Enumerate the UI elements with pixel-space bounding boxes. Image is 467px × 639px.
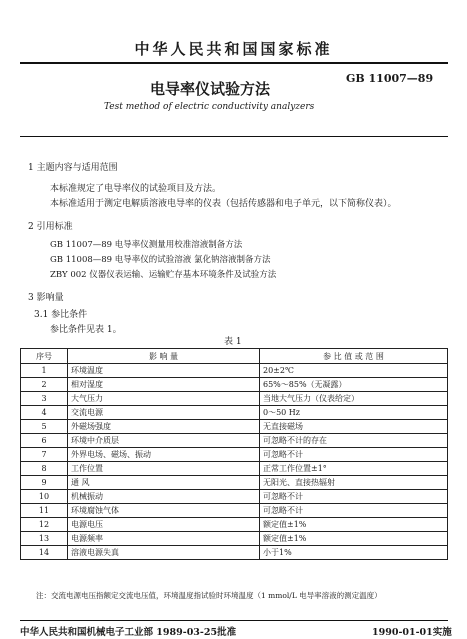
influence-quantity-cell: 溶液电源失真 [68,546,260,560]
influence-quantity-cell: 环境温度 [68,364,260,378]
influence-quantity-cell: 环境腐蚀气体 [68,504,260,518]
section-1-heading: 1 主题内容与适用范围 [28,163,118,173]
influence-quantity-cell: 大气压力 [68,392,260,406]
col-header-quantity: 影 响 量 [68,349,260,364]
reference-value-cell: 可忽略不计 [260,490,448,504]
col-header-no: 序号 [21,349,68,364]
table-row [21,518,448,532]
row-number-cell: 1 [21,364,68,378]
subsection-3-1-heading: 3.1 参比条件 [34,310,88,320]
reference-value-cell: 20±2℃ [260,364,448,378]
reference-value-cell: 可忽略不计的存在 [260,434,448,448]
reference-value-cell: 无直接磁场 [260,420,448,434]
row-number-cell: 3 [21,392,68,406]
row-number-cell: 8 [21,462,68,476]
row-number-cell: 4 [21,406,68,420]
footer-implementation: 1990-01-01实施 [372,627,452,638]
reference-value-cell: 可忽略不计 [260,448,448,462]
table-row [21,546,448,560]
table-row [21,364,448,378]
table-row [21,392,448,406]
influence-quantity-cell: 外磁场强度 [68,420,260,434]
table-row [21,448,448,462]
influence-quantity-cell: 电源电压 [68,518,260,532]
table-row [21,378,448,392]
row-number-cell: 14 [21,546,68,560]
influence-quantity-cell: 环境中介质层 [68,434,260,448]
reference-value-cell: 额定值±1% [260,532,448,546]
col-header-value: 参 比 值 或 范 围 [260,349,448,364]
reference-2: GB 11008—89 电导率仪的试验溶液 氯化钠溶液制备方法 [50,255,271,265]
row-number-cell: 5 [21,420,68,434]
reference-1: GB 11007—89 电导率仪测量用校准溶液制备方法 [50,240,243,250]
footer-approval: 中华人民共和国机械电子工业部 1989-03-25批准 [20,627,237,638]
document-title: 电导率仪试验方法 [150,80,271,98]
reference-value-cell: 可忽略不计 [260,504,448,518]
influence-quantity-cell: 电源频率 [68,532,260,546]
table-row [21,476,448,490]
influence-quantity-cell: 机械振动 [68,490,260,504]
reference-value-cell: 当地大气压力（仪表给定） [260,392,448,406]
table-header-row [21,349,448,364]
row-number-cell: 10 [21,490,68,504]
standard-org-heading: 中华人民共和国国家标准 [134,40,333,58]
reference-value-cell: 无阳光、直接热辐射 [260,476,448,490]
subsection-3-1-text: 参比条件见表 1。 [50,325,122,335]
table-row [21,434,448,448]
table-caption: 表 1 [224,337,242,347]
row-number-cell: 7 [21,448,68,462]
reference-conditions-table [20,348,448,560]
influence-quantity-cell: 交流电源 [68,406,260,420]
table-row [21,420,448,434]
row-number-cell: 6 [21,434,68,448]
table-row [21,504,448,518]
table-row [21,532,448,546]
reference-value-cell: 65%～85%（无凝露） [260,378,448,392]
influence-quantity-cell: 工作位置 [68,462,260,476]
table-note: 注：交流电源电压指额定交流电压值，环境温度指试验时环境温度（1 mmol/L 电导率溶液的测定温度） [36,591,382,600]
reference-value-cell: 额定值±1% [260,518,448,532]
section-1-para-2: 本标准适用于测定电解质溶液电导率的仪表（包括传感器和电子单元，以下简称仪表）。 [50,199,397,209]
influence-quantity-cell: 外界电场、磁场、振动 [68,448,260,462]
influence-quantity-cell: 通 风 [68,476,260,490]
standard-number: GB 11007—89 [346,72,434,85]
reference-value-cell: 0～50 Hz [260,406,448,420]
footer-rule [20,620,448,621]
section-3-heading: 3 影响量 [28,293,64,303]
row-number-cell: 9 [21,476,68,490]
reference-3: ZBY 002 仪器仪表运输、运输贮存基本环境条件及试验方法 [50,270,277,280]
english-title: Test method of electric conductivity analyzers [104,102,315,112]
reference-value-cell: 正常工作位置±1° [260,462,448,476]
section-1-para-1: 本标准规定了电导率仪的试验项目及方法。 [50,184,222,194]
title-rule [20,136,448,137]
table-row [21,462,448,476]
row-number-cell: 11 [21,504,68,518]
row-number-cell: 13 [21,532,68,546]
header-rule [20,62,448,64]
section-2-heading: 2 引用标准 [28,222,73,232]
table-row [21,406,448,420]
table-row [21,490,448,504]
row-number-cell: 2 [21,378,68,392]
reference-value-cell: 小于1% [260,546,448,560]
row-number-cell: 12 [21,518,68,532]
influence-quantity-cell: 相对湿度 [68,378,260,392]
